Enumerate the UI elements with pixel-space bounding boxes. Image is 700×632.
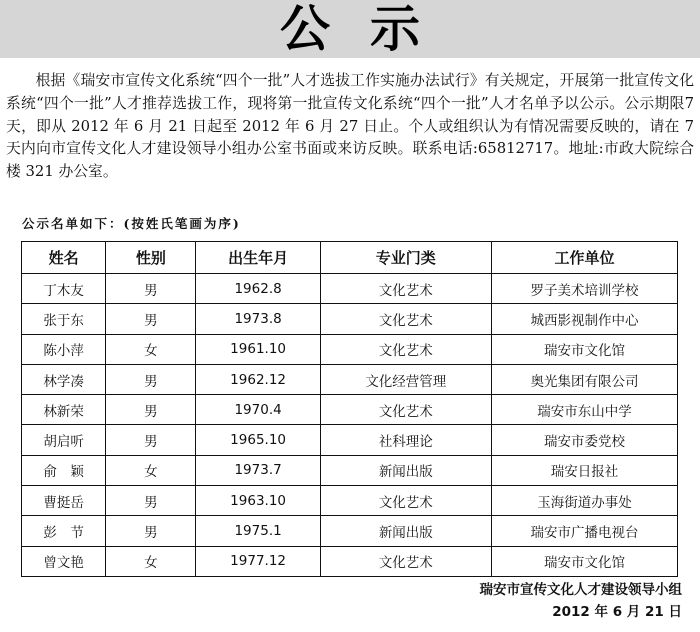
cell-unit: 罗子美术培训学校 xyxy=(491,274,677,304)
cell-unit: 瑞安市东山中学 xyxy=(491,395,677,425)
cell-birth: 1973.7 xyxy=(196,455,320,485)
cell-gender: 男 xyxy=(106,304,196,334)
table-row xyxy=(22,364,678,394)
cell-birth: 1977.12 xyxy=(196,546,320,576)
cell-gender: 女 xyxy=(106,334,196,364)
cell-birth: 1961.10 xyxy=(196,334,320,364)
cell-name: 胡启听 xyxy=(22,425,106,455)
list-caption: 公示名单如下：(按姓氏笔画为序) xyxy=(22,216,241,231)
roster-table xyxy=(21,241,678,577)
cell-name: 丁木友 xyxy=(22,274,106,304)
cell-field: 新闻出版 xyxy=(320,455,491,485)
cell-birth: 1975.1 xyxy=(196,516,320,546)
cell-field: 文化艺术 xyxy=(320,334,491,364)
cell-gender: 女 xyxy=(106,546,196,576)
header-name: 姓名 xyxy=(22,242,106,274)
cell-gender: 男 xyxy=(106,274,196,304)
signature-org: 瑞安市宣传文化人才建设领导小组 xyxy=(479,582,682,598)
table-row xyxy=(22,486,678,516)
table-row xyxy=(22,516,678,546)
cell-gender: 男 xyxy=(106,364,196,394)
cell-field: 文化艺术 xyxy=(320,304,491,334)
cell-name: 彭 节 xyxy=(22,516,106,546)
table-row xyxy=(22,304,678,334)
cell-birth: 1962.8 xyxy=(196,274,320,304)
cell-unit: 玉海街道办事处 xyxy=(491,486,677,516)
cell-unit: 城西影视制作中心 xyxy=(491,304,677,334)
header-birth: 出生年月 xyxy=(196,242,320,274)
table-row xyxy=(22,546,678,576)
cell-birth: 1970.4 xyxy=(196,395,320,425)
cell-field: 文化艺术 xyxy=(320,486,491,516)
cell-gender: 女 xyxy=(106,455,196,485)
cell-field: 文化艺术 xyxy=(320,546,491,576)
header-unit: 工作单位 xyxy=(491,242,677,274)
signature-date: 2012 年 6 月 21 日 xyxy=(552,604,682,620)
cell-birth: 1965.10 xyxy=(196,425,320,455)
cell-name: 陈小萍 xyxy=(22,334,106,364)
cell-birth: 1962.12 xyxy=(196,364,320,394)
notice-title: 公示 xyxy=(280,0,460,58)
cell-name: 林新荣 xyxy=(22,395,106,425)
notice-body: 根据《瑞安市宣传文化系统“四个一批”人才选拔工作实施办法试行》有关规定，开展第一批宣传文化系统“四个一批”人才推荐选拔工作，现将第一批宣传文化系统“四个一批”人才名单予以公示。公示期限7天，即从 2012 年 6 月 21 日起至 2012 年 6 月 27 日止。个人或组织认为有情况需要反映的，请在 7 天内向市宣传文化人才建设领导小组办公室书面或来访反映。联系电话:65812717。地址:市政大院综合楼 321 办公室。 xyxy=(6,72,694,181)
cell-field: 文化艺术 xyxy=(320,274,491,304)
table-row xyxy=(22,425,678,455)
cell-name: 俞 颖 xyxy=(22,455,106,485)
roster-body xyxy=(22,274,678,577)
cell-unit: 奥光集团有限公司 xyxy=(491,364,677,394)
cell-unit: 瑞安日报社 xyxy=(491,455,677,485)
table-row xyxy=(22,455,678,485)
cell-field: 文化艺术 xyxy=(320,395,491,425)
cell-gender: 男 xyxy=(106,395,196,425)
cell-field: 社科理论 xyxy=(320,425,491,455)
cell-gender: 男 xyxy=(106,516,196,546)
cell-birth: 1973.8 xyxy=(196,304,320,334)
cell-unit: 瑞安市广播电视台 xyxy=(491,516,677,546)
cell-name: 林学凑 xyxy=(22,364,106,394)
cell-unit: 瑞安市委党校 xyxy=(491,425,677,455)
table-row xyxy=(22,334,678,364)
cell-name: 张于东 xyxy=(22,304,106,334)
cell-unit: 瑞安市文化馆 xyxy=(491,546,677,576)
table-row xyxy=(22,274,678,304)
cell-gender: 男 xyxy=(106,486,196,516)
cell-field: 新闻出版 xyxy=(320,516,491,546)
roster-header xyxy=(22,242,678,274)
header-gender: 性别 xyxy=(106,242,196,274)
cell-unit: 瑞安市文化馆 xyxy=(491,334,677,364)
header-field: 专业门类 xyxy=(320,242,491,274)
cell-birth: 1963.10 xyxy=(196,486,320,516)
cell-name: 曾文艳 xyxy=(22,546,106,576)
cell-gender: 男 xyxy=(106,425,196,455)
cell-field: 文化经营管理 xyxy=(320,364,491,394)
header-row xyxy=(22,242,678,274)
title-banner xyxy=(0,0,700,58)
table-row xyxy=(22,395,678,425)
cell-name: 曹挺岳 xyxy=(22,486,106,516)
